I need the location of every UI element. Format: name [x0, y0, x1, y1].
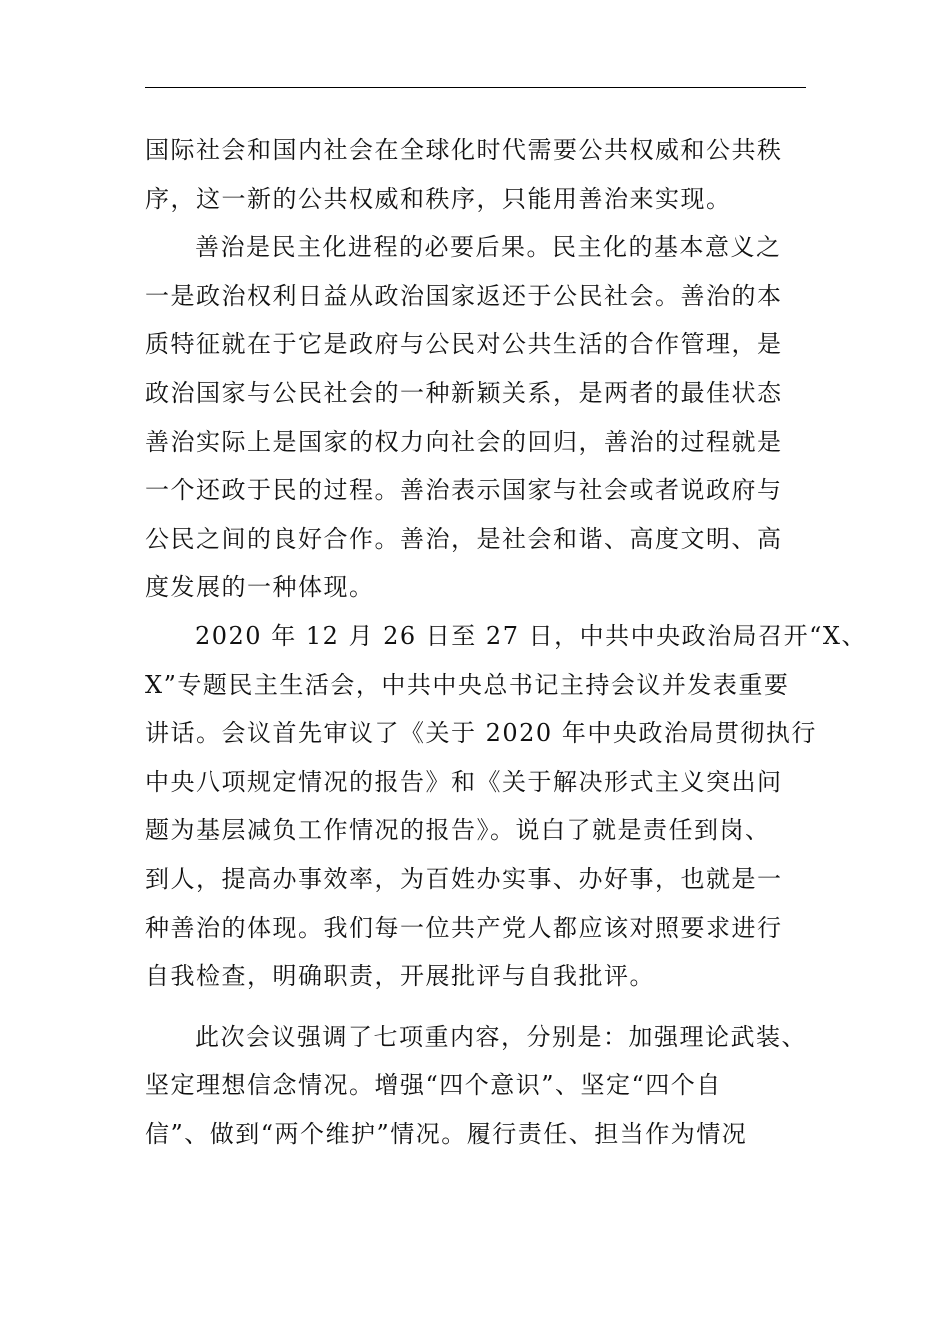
paragraph-1: [145, 126, 815, 223]
text-line: 到人，提高办事效率，为百姓办实事、办好事，也就是一: [145, 864, 783, 893]
text-line: 政治国家与公民社会的一种新颖关系，是两者的最佳状态: [145, 378, 783, 407]
text-line: 一个还政于民的过程。善治表示国家与社会或者说政府与: [145, 476, 783, 505]
text-line: 序，这一新的公共权威和秩序，只能用善治来实现。: [145, 184, 732, 213]
paragraph-2: [145, 223, 815, 612]
text-line: 善治是民主化进程的必要后果。民主化的基本意义之: [195, 233, 782, 262]
text-line: 种善治的体现。我们每一位共产党人都应该对照要求进行: [145, 913, 783, 942]
text-line: 2020 年 12 月 26 日至 27 日，中共中央政治局召开“X、: [195, 621, 867, 650]
text-line: 信”、做到“两个维护”情况。履行责任、担当作为情况: [145, 1119, 748, 1148]
text-line: 题为基层减负工作情况的报告》。说白了就是责任到岗、: [145, 816, 771, 845]
text-line: 此次会议强调了七项重内容，分别是：加强理论武装、: [195, 1022, 807, 1051]
text-line: 讲话。会议首先审议了《关于 2020 年中央政治局贯彻执行: [145, 719, 817, 748]
document-body: [145, 126, 867, 1158]
text-line: 一是政治权利日益从政治国家返还于公民社会。善治的本: [145, 281, 783, 310]
text-line: 国际社会和国内社会在全球化时代需要公共权威和公共秩: [145, 136, 783, 164]
paragraph-3: [145, 612, 867, 1001]
text-line: 度发展的一种体现。: [145, 573, 375, 602]
header-rule: [145, 87, 806, 88]
text-line: 公民之间的良好合作。善治，是社会和谐、高度文明、高: [145, 524, 783, 553]
text-line: X”专题民主生活会，中共中央总书记主持会议并发表重要: [145, 670, 790, 699]
paragraph-gap: [145, 1001, 815, 1013]
text-line: 中央八项规定情况的报告》和《关于解决形式主义突出问: [145, 767, 783, 796]
text-line: 善治实际上是国家的权力向社会的回归，善治的过程就是: [145, 427, 783, 456]
text-line: 自我检查，明确职责，开展批评与自我批评。: [145, 962, 655, 991]
paragraph-4: [145, 1013, 815, 1159]
text-line: 坚定理想信念情况。增强“四个意识”、坚定“四个自: [145, 1071, 722, 1100]
text-line: 质特征就在于它是政府与公民对公共生活的合作管理，是: [145, 330, 783, 359]
